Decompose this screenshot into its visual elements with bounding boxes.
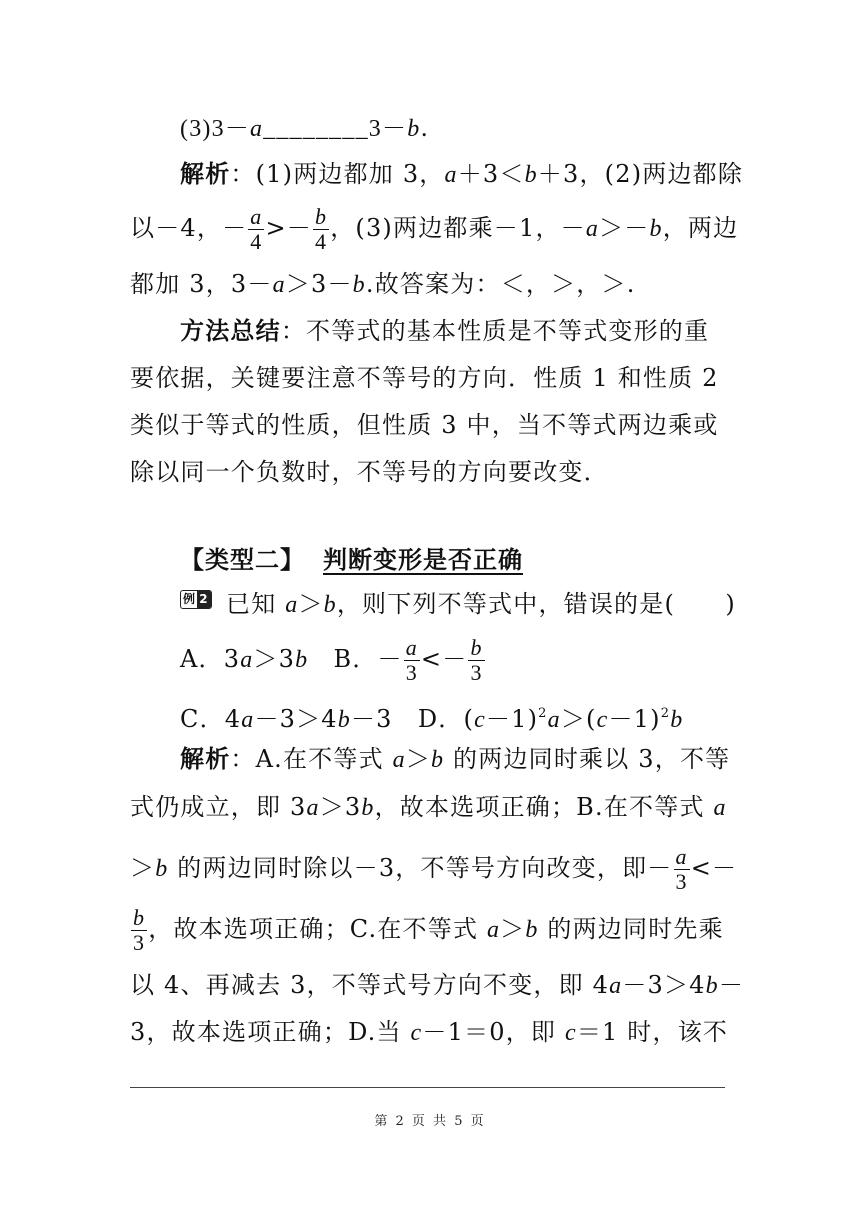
text: (3)3－: [180, 116, 250, 142]
denominator: 4: [315, 229, 328, 254]
text: <－: [690, 854, 738, 882]
example-options-cd: [180, 696, 780, 738]
var: b: [361, 795, 375, 821]
var: b: [407, 116, 421, 142]
var: a: [547, 707, 561, 733]
text: A．3: [180, 645, 241, 673]
var: a: [585, 216, 600, 242]
text: ，两边: [662, 214, 739, 242]
text: ：(1)两边都加 3，: [230, 160, 445, 188]
text: ＞: [298, 590, 324, 618]
section-title: 判断变形是否正确: [323, 546, 523, 574]
text: －1): [608, 705, 661, 733]
solution-1-line-1: [180, 156, 780, 193]
var: b: [670, 707, 684, 733]
text: .: [420, 114, 430, 142]
fraction: [404, 636, 420, 685]
exponent: 2: [660, 706, 671, 721]
text: ＞: [130, 854, 156, 882]
text: －1＝0，即: [422, 1018, 565, 1046]
text: 的两边同时乘以 3，不等: [444, 745, 731, 773]
fraction: [131, 906, 147, 955]
text: ＝1 时，该不: [576, 1018, 729, 1046]
example-options-ab: [180, 636, 780, 685]
var: a: [249, 116, 264, 142]
text: 式仍成立，即 3: [130, 793, 307, 821]
numerator: a: [250, 204, 263, 229]
badge-number: 2: [197, 591, 211, 608]
method-summary-line-4: [130, 454, 730, 490]
text: 类似于等式的性质，但性质 3 中，当不等式两边乘或: [130, 411, 719, 439]
var: b: [431, 747, 445, 773]
numerator: b: [133, 905, 146, 930]
text: 除以同一个负数时，不等号的方向要改变．: [130, 458, 609, 486]
problem-part-3: [180, 110, 780, 147]
text: ：不等式的基本性质是不等式变形的重: [280, 317, 710, 345]
var: c: [564, 1020, 577, 1046]
text: ＞: [500, 915, 526, 943]
solution-label: 解析: [180, 744, 231, 773]
text: 以－4，－: [130, 214, 248, 242]
var: a: [486, 917, 501, 943]
var: b: [649, 216, 663, 242]
summary-label: 方法总结: [180, 316, 281, 345]
var: c: [596, 707, 609, 733]
text: －: [718, 971, 745, 999]
text: 要依据，关键要注意不等号的方向．性质 1 和性质 2: [130, 364, 719, 392]
fraction: [468, 636, 484, 685]
solution-2-line-1: [180, 741, 780, 778]
text: 都加 3，3－: [130, 270, 273, 298]
fraction: [313, 205, 329, 254]
section-bracket: 【类型二】: [180, 546, 305, 574]
text: ＋3＜: [457, 160, 525, 188]
text: －1): [485, 705, 539, 733]
numerator: a: [675, 844, 688, 869]
var: a: [713, 795, 727, 821]
solution-2-line-5: [130, 967, 745, 1004]
var: a: [272, 272, 286, 298]
numerator: b: [470, 635, 483, 660]
var: b: [337, 707, 351, 733]
var: b: [352, 272, 366, 298]
var: a: [285, 592, 299, 618]
solution-label: 解析: [180, 159, 231, 188]
var: b: [155, 856, 169, 882]
badge-text: 例: [183, 592, 197, 606]
text: ＞－: [599, 214, 650, 242]
fraction: [248, 205, 264, 254]
text: 以 4、再减去 3，不等式号方向不变，即 4: [130, 971, 610, 999]
denominator: 4: [250, 229, 263, 254]
solution-2-line-2: [130, 789, 730, 826]
example-badge: [180, 590, 212, 609]
page-footer: 第 2 页 共 5 页: [374, 1114, 486, 1129]
text: .故答案为：＜，＞，＞.: [365, 270, 636, 298]
text: ，则下列不等式中，错误的是( ): [336, 590, 736, 618]
solution-2-line-3: [130, 844, 738, 894]
text: ＞3: [253, 645, 296, 673]
var: a: [241, 707, 255, 733]
method-summary-line-2: [130, 360, 730, 396]
var: a: [392, 747, 406, 773]
solution-1-line-2: [130, 204, 739, 254]
text: B．－: [308, 645, 403, 673]
method-summary-line-1: [180, 313, 780, 349]
numerator: b: [315, 204, 328, 229]
text: <－: [420, 645, 468, 673]
numerator: a: [405, 635, 418, 660]
text: 3，故本选项正确；D.当: [130, 1018, 411, 1046]
text: ，(3)两边都乘－1，－: [330, 214, 586, 242]
text: －3＞4: [254, 705, 338, 733]
text: ＞(: [560, 705, 597, 733]
denominator: 3: [675, 869, 688, 894]
text: ＞3－: [285, 270, 353, 298]
var: b: [323, 592, 337, 618]
text: 的两边同时先乘: [538, 915, 724, 943]
text: >－: [265, 214, 312, 242]
var: c: [474, 707, 486, 733]
denominator: 3: [133, 930, 146, 955]
denominator: 3: [470, 660, 483, 685]
text: ：A.在不等式: [230, 745, 393, 773]
var: a: [240, 647, 254, 673]
var: a: [609, 973, 623, 999]
blank-text: ________3－: [263, 116, 408, 142]
text: ，故本选项正确；C.在不等式: [148, 915, 487, 943]
text: C．4: [180, 705, 242, 733]
var: b: [525, 917, 539, 943]
var: b: [295, 647, 309, 673]
text: 已知: [226, 590, 286, 618]
method-summary-line-3: [130, 407, 730, 443]
denominator: 3: [405, 660, 418, 685]
var: b: [524, 162, 538, 188]
text: －3＞4: [622, 971, 706, 999]
text: ＞3: [319, 793, 362, 821]
var: a: [306, 795, 320, 821]
text: ＋3，(2)两边都除: [537, 160, 744, 188]
text: ＞: [405, 745, 432, 773]
var: a: [444, 162, 458, 188]
solution-2-line-4: [130, 906, 730, 955]
exponent: 2: [538, 706, 548, 721]
footer-divider: [130, 1087, 725, 1088]
var: c: [410, 1020, 423, 1046]
example-2-stem: [180, 586, 780, 623]
section-heading: [180, 540, 523, 575]
text: －3 D．(: [350, 705, 475, 733]
solution-2-line-6: [130, 1014, 730, 1051]
solution-1-line-3: [130, 266, 730, 303]
fraction: [674, 845, 690, 894]
text: 的两边同时除以－3，不等号方向改变，即－: [168, 854, 673, 882]
text: ，故本选项正确；B.在不等式: [374, 793, 714, 821]
var: b: [705, 973, 719, 999]
